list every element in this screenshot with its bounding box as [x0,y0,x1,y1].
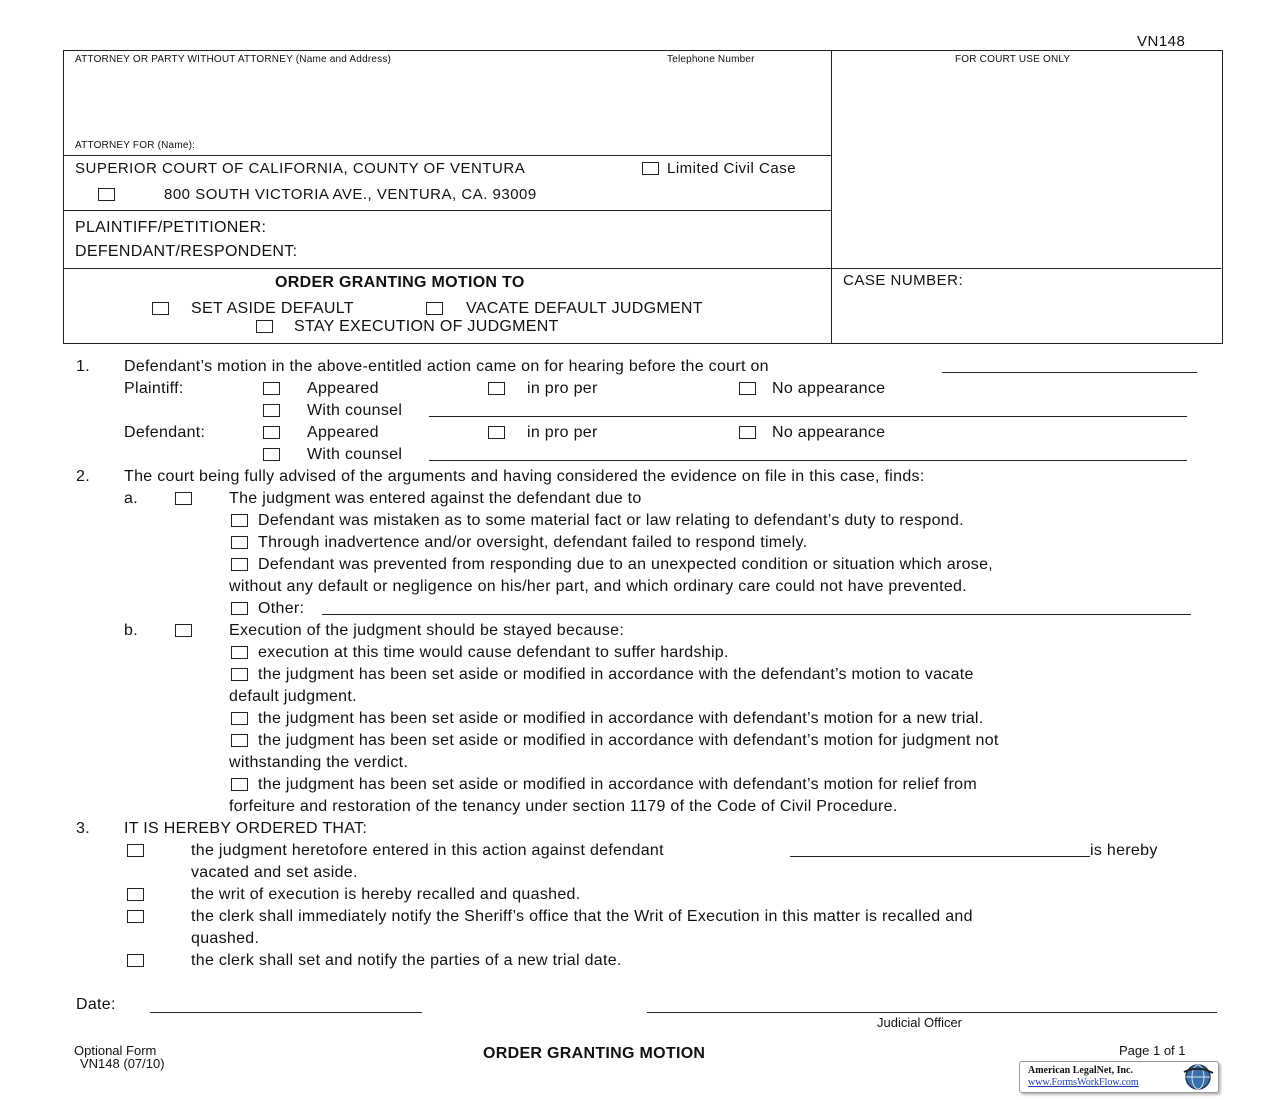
item3-number: 3. [76,820,90,837]
form-number: VN148 (07/10) [80,1056,165,1071]
item2b2-text-line2: default judgment. [229,688,357,705]
item2a2-checkbox[interactable] [231,536,248,549]
court-use-label: FOR COURT USE ONLY [955,54,1071,65]
globe-icon [1180,1063,1216,1091]
item3-text: IT IS HEREBY ORDERED THAT: [124,820,368,837]
item2b-label: b. [124,622,138,639]
defendant-counsel-checkbox[interactable] [263,448,280,461]
item1-text: Defendant’s motion in the above-entitled action came on for hearing before the court on [124,358,769,375]
item2b4-text-line2: withstanding the verdict. [229,754,409,771]
item2b1-checkbox[interactable] [231,646,248,659]
item2b3-text: the judgment has been set aside or modified in accordance with defendant’s motion for a new trial. [258,710,984,727]
stay-checkbox[interactable] [256,320,273,333]
item2b-text: Execution of the judgment should be stayed because: [229,622,625,639]
plaintiff-counsel-label: With counsel [307,402,403,419]
plaintiff-no-appearance-label: No appearance [772,380,886,397]
item2b4-text-line1: the judgment has been set aside or modified in accordance with defendant’s motion for judgment not [258,732,999,749]
limited-civil-checkbox[interactable] [642,162,659,175]
item2a1-text: Defendant was mistaken as to some material fact or law relating to defendant’s duty to respond. [258,512,964,529]
plaintiff-pro-per-checkbox[interactable] [488,382,505,395]
item2a-label: a. [124,490,138,507]
order3-text-line1: the clerk shall immediately notify the Sheriff’s office that the Writ of Execution in this matter is recalled and [191,908,973,925]
court-name: SUPERIOR COURT OF CALIFORNIA, COUNTY OF VENTURA [75,160,526,177]
defendant-appeared-checkbox[interactable] [263,426,280,439]
item2b5-text-line2: forfeiture and restoration of the tenancy under section 1179 of the Code of Civil Procedure. [229,798,898,815]
order1-checkbox[interactable] [127,844,144,857]
defendant-name-field[interactable] [790,856,1090,857]
item2b4-checkbox[interactable] [231,734,248,747]
item2a4-label: Other: [258,600,305,617]
plaintiff-no-appearance-checkbox[interactable] [739,382,756,395]
item2b5-text-line1: the judgment has been set aside or modified in accordance with defendant’s motion for relief from [258,776,977,793]
date-field[interactable] [150,1012,422,1013]
item2a4-checkbox[interactable] [231,602,248,615]
logo-url: www.FormsWorkFlow.com [1028,1077,1139,1088]
plaintiff-counsel-field[interactable] [429,416,1187,417]
item2-text: The court being fully advised of the arguments and having considered the evidence on file in this case, finds: [124,468,925,485]
defendant-appeared-label: Appeared [307,424,379,441]
case-number-label: CASE NUMBER: [843,272,964,289]
defendant-no-appearance-label: No appearance [772,424,886,441]
vacate-checkbox[interactable] [426,302,443,315]
defendant-pro-per-checkbox[interactable] [488,426,505,439]
item2b1-text: execution at this time would cause defendant to suffer hardship. [258,644,729,661]
limited-civil-label: Limited Civil Case [667,160,797,177]
form-id-top: VN148 [1137,33,1186,50]
item2b5-checkbox[interactable] [231,778,248,791]
order2-checkbox[interactable] [127,888,144,901]
judicial-officer-label: Judicial Officer [877,1015,963,1030]
order3-checkbox[interactable] [127,910,144,923]
defendant-no-appearance-checkbox[interactable] [739,426,756,439]
defendant-pro-per-label: in pro per [527,424,598,441]
page-number: Page 1 of 1 [1119,1043,1186,1058]
item2a2-text: Through inadvertence and/or oversight, defendant failed to respond timely. [258,534,808,551]
defendant-counsel-field[interactable] [429,460,1187,461]
item2-number: 2. [76,468,90,485]
defendant-row-label: Defendant: [124,424,206,441]
plaintiff-appeared-checkbox[interactable] [263,382,280,395]
plaintiff-row-label: Plaintiff: [124,380,184,397]
item2a1-checkbox[interactable] [231,514,248,527]
item2b2-text-line1: the judgment has been set aside or modified in accordance with the defendant’s motion to vacate [258,666,974,683]
attorney-for-label: ATTORNEY FOR (Name): [75,140,196,151]
plaintiff-pro-per-label: in pro per [527,380,598,397]
court-address: 800 SOUTH VICTORIA AVE., VENTURA, CA. 93009 [164,186,537,203]
telephone-label: Telephone Number [667,54,755,65]
vacate-label: VACATE DEFAULT JUDGMENT [466,300,703,317]
set-aside-checkbox[interactable] [152,302,169,315]
plaintiff-counsel-checkbox[interactable] [263,404,280,417]
plaintiff-label: PLAINTIFF/PETITIONER: [75,219,267,236]
footer-title: ORDER GRANTING MOTION [483,1045,706,1062]
judicial-officer-signature-line[interactable] [647,1012,1217,1013]
item2a3-text-line2: without any default or negligence on his/her part, and which ordinary care could not have prevented. [229,578,967,595]
form-title: ORDER GRANTING MOTION TO [275,274,525,291]
order1-suffix: is hereby [1090,842,1158,859]
legalnet-logo[interactable] [1019,1061,1219,1093]
item2a-text: The judgment was entered against the defendant due to [229,490,642,507]
order1-text-line1: the judgment heretofore entered in this action against defendant [191,842,664,859]
attorney-label: ATTORNEY OR PARTY WITHOUT ATTORNEY (Name and Address) [75,54,392,65]
order2-text: the writ of execution is hereby recalled and quashed. [191,886,581,903]
item2a-checkbox[interactable] [175,492,192,505]
order1-text-line2: vacated and set aside. [191,864,358,881]
order4-checkbox[interactable] [127,954,144,967]
logo-company: American LegalNet, Inc. [1028,1065,1133,1076]
hearing-date-field[interactable] [942,372,1197,373]
item2b3-checkbox[interactable] [231,712,248,725]
item2b-checkbox[interactable] [175,624,192,637]
item2b2-checkbox[interactable] [231,668,248,681]
item2a3-text-line1: Defendant was prevented from responding due to an unexpected condition or situation which arose, [258,556,994,573]
optional-form-label: Optional Form [74,1043,157,1058]
defendant-counsel-label: With counsel [307,446,403,463]
plaintiff-appeared-label: Appeared [307,380,379,397]
order3-text-line2: quashed. [191,930,260,947]
defendant-label: DEFENDANT/RESPONDENT: [75,243,298,260]
order4-text: the clerk shall set and notify the parties of a new trial date. [191,952,622,969]
item2a3-checkbox[interactable] [231,558,248,571]
set-aside-label: SET ASIDE DEFAULT [191,300,354,317]
date-label: Date: [76,996,116,1013]
item1-number: 1. [76,358,90,375]
other-reason-field[interactable] [322,614,1191,615]
court-address-checkbox[interactable] [98,188,115,201]
stay-label: STAY EXECUTION OF JUDGMENT [294,318,559,335]
